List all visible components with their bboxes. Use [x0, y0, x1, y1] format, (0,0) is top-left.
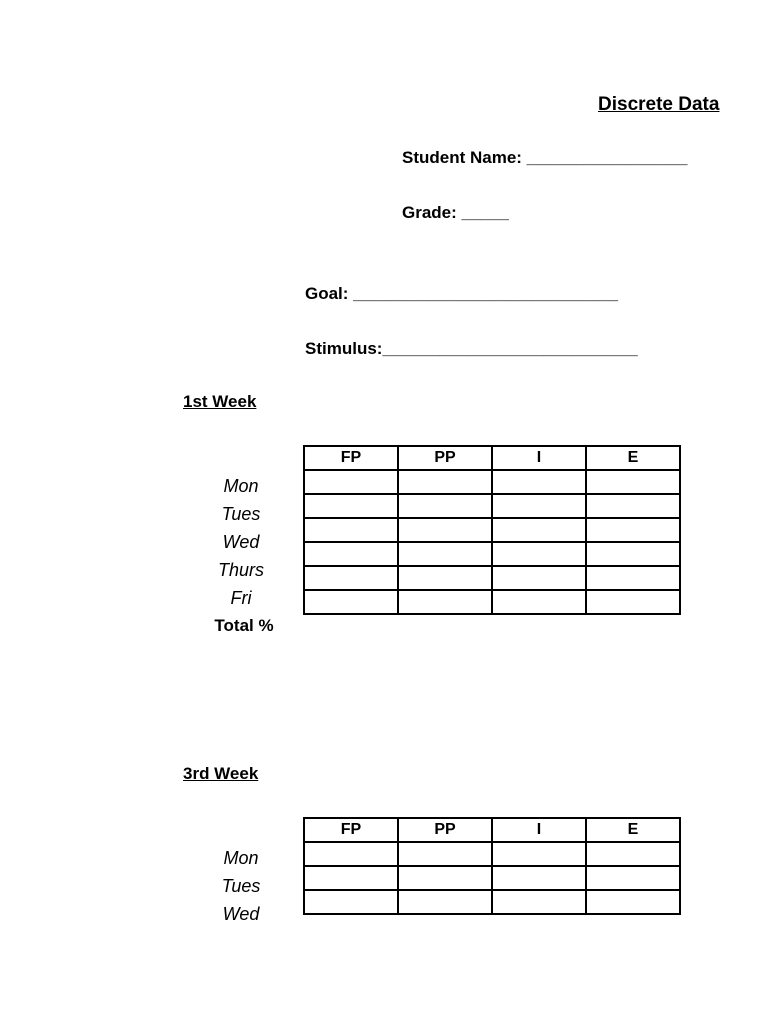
table-cell[interactable] — [304, 590, 398, 614]
table-cell[interactable] — [586, 470, 680, 494]
table-cell[interactable] — [398, 842, 492, 866]
day-label-fri: Fri — [230, 588, 252, 608]
table-cell[interactable] — [304, 890, 398, 914]
table-row — [304, 494, 680, 518]
table-cell[interactable] — [492, 470, 586, 494]
table-cell[interactable] — [398, 470, 492, 494]
column-header-pp: PP — [398, 818, 492, 842]
column-header-fp: FP — [304, 818, 398, 842]
table-cell[interactable] — [304, 494, 398, 518]
table-row — [304, 566, 680, 590]
table-cell[interactable] — [398, 518, 492, 542]
day-label-mon: Mon — [223, 476, 259, 496]
table-cell[interactable] — [586, 590, 680, 614]
student-name-field[interactable]: Student Name: _________________ — [402, 148, 688, 167]
table-cell[interactable] — [398, 890, 492, 914]
table-cell[interactable] — [492, 542, 586, 566]
table-cell[interactable] — [398, 590, 492, 614]
week-3-table — [303, 817, 681, 915]
table-cell[interactable] — [304, 842, 398, 866]
table-cell[interactable] — [492, 518, 586, 542]
table-row — [304, 542, 680, 566]
table-cell[interactable] — [492, 842, 586, 866]
week-1-table — [303, 445, 681, 615]
stimulus-field[interactable]: Stimulus:___________________________ — [305, 339, 638, 358]
table-cell[interactable] — [304, 866, 398, 890]
table-cell[interactable] — [586, 890, 680, 914]
table-cell[interactable] — [586, 842, 680, 866]
table-row — [304, 470, 680, 494]
week-label-1st: 1st Week — [183, 392, 257, 411]
table-cell[interactable] — [304, 518, 398, 542]
table-cell[interactable] — [586, 566, 680, 590]
goal-field[interactable]: Goal: ____________________________ — [305, 284, 618, 303]
day-labels-week-3 — [196, 844, 286, 928]
table-cell[interactable] — [304, 470, 398, 494]
table-row — [304, 590, 680, 614]
day-label-wed: Wed — [222, 532, 260, 552]
table-cell[interactable] — [492, 494, 586, 518]
table-row — [304, 866, 680, 890]
page-title: Discrete Data — [598, 94, 720, 115]
column-header-fp: FP — [304, 446, 398, 470]
table-cell[interactable] — [304, 542, 398, 566]
column-header-e: E — [586, 818, 680, 842]
table-row — [304, 518, 680, 542]
column-header-pp: PP — [398, 446, 492, 470]
table-row — [304, 842, 680, 866]
table-header-row — [304, 446, 680, 470]
table-cell[interactable] — [398, 566, 492, 590]
table-cell[interactable] — [398, 866, 492, 890]
week-label-3rd: 3rd Week — [183, 764, 259, 783]
table-cell[interactable] — [492, 566, 586, 590]
table-cell[interactable] — [492, 890, 586, 914]
table-cell[interactable] — [492, 590, 586, 614]
day-label-wed: Wed — [222, 904, 260, 924]
table-cell[interactable] — [586, 542, 680, 566]
table-cell[interactable] — [492, 866, 586, 890]
table-cell[interactable] — [398, 542, 492, 566]
table-header-row — [304, 818, 680, 842]
day-label-mon: Mon — [223, 848, 259, 868]
table-row — [304, 890, 680, 914]
table-cell[interactable] — [304, 566, 398, 590]
grade-field[interactable]: Grade: _____ — [402, 203, 509, 222]
day-label-total: Total % — [214, 616, 274, 635]
column-header-e: E — [586, 446, 680, 470]
table-cell[interactable] — [586, 494, 680, 518]
day-label-tues: Tues — [221, 504, 261, 524]
table-cell[interactable] — [586, 518, 680, 542]
table-cell[interactable] — [586, 866, 680, 890]
day-label-thurs: Thurs — [217, 560, 264, 580]
column-header-i: I — [492, 818, 586, 842]
table-cell[interactable] — [398, 494, 492, 518]
day-label-tues: Tues — [221, 876, 261, 896]
day-labels-week-1 — [196, 472, 286, 640]
column-header-i: I — [492, 446, 586, 470]
